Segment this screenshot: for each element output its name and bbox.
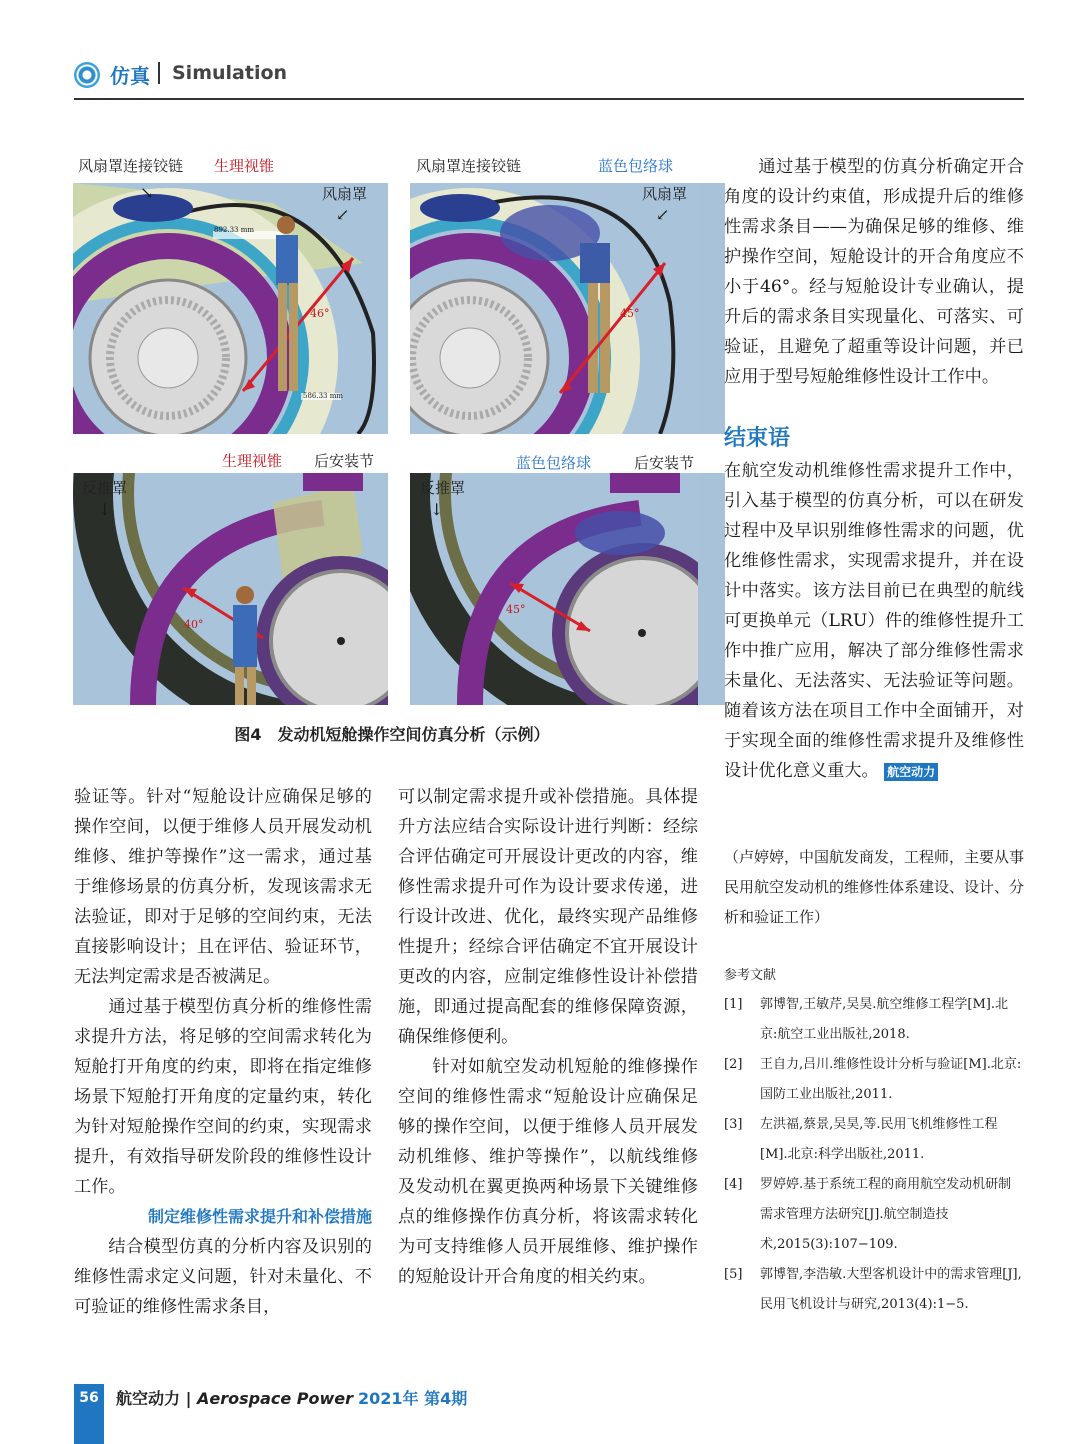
arrow-icon: ↓ bbox=[98, 500, 112, 519]
dimension-readout: 892.33 mm bbox=[214, 226, 254, 234]
label-aft-mount-1: 后安装节 bbox=[314, 452, 375, 470]
section-heading: 制定维修性需求提升和补偿措施 bbox=[147, 1207, 372, 1226]
label-envelope-sphere-2: 蓝色包络球 bbox=[516, 454, 592, 472]
author-bio: （卢婷婷，中国航发商发，工程师，主要从事民用航空发动机的维修性体系建设、设计、分析和验证工作） bbox=[724, 848, 1025, 926]
figure-panel-bottom-right bbox=[410, 473, 725, 705]
paragraph: 通过基于模型的仿真分析确定开合角度的设计约束值，形成提升后的维修性需求条目——为确保足够的维修、维护操作空间，短舱设计的开合角度应不小于46°。经与短舱设计专业确认，提升后的需求条目实现量化、可落实、可验证，且避免了超重等设计问题，并已应用于型号短舱维修性设计工作中。 bbox=[724, 157, 1024, 387]
paragraph: 通过基于模型仿真分析的维修性需求提升方法，将足够的空间需求转化为短舱打开角度的约束，即将在指定维修场景下短舱打开角度的定量约束，转化为针对短舱操作空间的约束，实现需求提升，有效指导研发阶段的维修性设计工作。 bbox=[74, 997, 372, 1197]
section-name-en: Simulation bbox=[172, 62, 288, 84]
label-fan-cowl-1: 风扇罩 bbox=[322, 185, 368, 203]
arrow-icon: ↓ bbox=[430, 500, 444, 519]
paragraph: 可以制定需求提升或补偿措施。具体提升方法应结合实际设计进行判断：经综合评估确定可开展设计更改的内容，维修性需求提升可作为设计要求传递，进行设计改进、优化，最终实现产品维修性提升；经综合评估确定不宜开展设计更改的内容，应制定维修性设计补偿措施，即通过提高配套的维修保障资源，确保维修便利。 bbox=[398, 787, 698, 1047]
angle-label: 45° bbox=[506, 603, 526, 616]
references-title: 参考文献 bbox=[724, 968, 777, 983]
reference-item: [1] 郭博智,王敏芹,吴昊.航空维修工程学[M].北京:航空工业出版社,2018. bbox=[724, 997, 1008, 1042]
journal-issue: 2021年 第4期 bbox=[358, 1389, 468, 1408]
reference-item: [3] 左洪福,蔡景,吴昊,等.民用飞机维修性工程[M].北京:科学出版社,2011. bbox=[724, 1117, 998, 1162]
label-thrust-reverser-2: 反推罩 bbox=[420, 479, 466, 497]
paragraph: 验证等。针对“短舱设计应确保足够的操作空间，以便于维修人员开展发动机维修、维护等操作”这一需求，通过基于维修场景的仿真分析，发现该需求无法验证，即对于足够的空间约束，无法直接影响设计；且在评估、验证环节，无法判定需求是否被满足。 bbox=[74, 787, 372, 987]
section-name-cn: 仿真 bbox=[110, 64, 150, 88]
paragraph bbox=[724, 456, 1024, 786]
paragraph: 针对如航空发动机短舱的维修操作空间的维修性需求“短舱设计应确保足够的操作空间，以便于维修人员开展发动机维修、维护等操作”，以航线维修及发动机在翼更换两种场景下关键维修点的维修操作仿真分析，将该需求转化为可支持维修人员开展维修、维护操作的短舱设计开合角度的相关约束。 bbox=[398, 1057, 698, 1287]
label-thrust-reverser-1: 反推罩 bbox=[82, 479, 128, 497]
arrow-icon: ↘ bbox=[140, 183, 154, 202]
label-fan-cowl-hinge-2: 风扇罩连接铰链 bbox=[416, 157, 522, 175]
header-divider bbox=[158, 62, 160, 84]
journal-name: 航空动力 | Aerospace Power bbox=[116, 1389, 354, 1408]
column-1 bbox=[74, 782, 372, 1322]
page-number: 56 bbox=[79, 1390, 99, 1406]
label-aft-mount-2: 后安装节 bbox=[634, 454, 695, 472]
angle-label: 45° bbox=[620, 307, 640, 320]
column-3 bbox=[724, 152, 1024, 786]
header-rule bbox=[74, 98, 1024, 100]
arrow-icon: ↙ bbox=[656, 205, 670, 224]
arrow-icon: ↙ bbox=[336, 205, 350, 224]
journal-badge: 航空动力 bbox=[884, 763, 938, 781]
label-vision-cone-1: 生理视锥 bbox=[214, 157, 275, 175]
section-logo-icon bbox=[74, 62, 100, 88]
figure-panel-bottom-left bbox=[73, 473, 388, 705]
figure-panel-top-right bbox=[410, 183, 725, 434]
references-list bbox=[724, 990, 1024, 1320]
section-heading: 结束语 bbox=[724, 426, 791, 451]
paragraph: 结合模型仿真的分析内容及识别的维修性需求定义问题，针对未量化、不可验证的维修性需求条目， bbox=[74, 1237, 372, 1317]
label-fan-cowl-hinge-1: 风扇罩连接铰链 bbox=[78, 157, 184, 175]
reference-item: [2] 王自力,吕川.维修性设计分析与验证[M].北京:国防工业出版社,2011. bbox=[724, 1057, 1022, 1102]
column-2 bbox=[398, 782, 698, 1292]
conclusion-text: 在航空发动机维修性需求提升工作中，引入基于模型的仿真分析，可以在研发过程中及早识别维修性需求的问题，优化维修性需求，实现需求提升，并在设计中落实。该方法目前已在典型的航线可更换单元（LRU）件的维修性提升工作中推广应用，解决了部分维修性需求未量化、无法落实、无法验证等问题。随着该方法在项目工作中全面铺开，对于实现全面的维修性需求提升及维修性设计优化意义重大。 bbox=[724, 461, 1024, 781]
angle-label: 46° bbox=[310, 307, 330, 320]
label-envelope-sphere-1: 蓝色包络球 bbox=[598, 157, 674, 175]
figure-caption: 图4 发动机短舱操作空间仿真分析（示例） bbox=[234, 725, 550, 744]
label-fan-cowl-2: 风扇罩 bbox=[642, 185, 688, 203]
label-vision-cone-2: 生理视锥 bbox=[222, 452, 283, 470]
dimension-readout: 586.33 mm bbox=[303, 392, 343, 400]
reference-item: [4] 罗婷婷.基于系统工程的商用航空发动机研制需求管理方法研究[J].航空制造技术,2015(3):107−109. bbox=[724, 1177, 1012, 1252]
reference-item: [5] 郭博智,李浩敏.大型客机设计中的需求管理[J],民用飞机设计与研究,2013(4):1−5. bbox=[724, 1267, 1022, 1312]
angle-label: 40° bbox=[184, 618, 204, 631]
